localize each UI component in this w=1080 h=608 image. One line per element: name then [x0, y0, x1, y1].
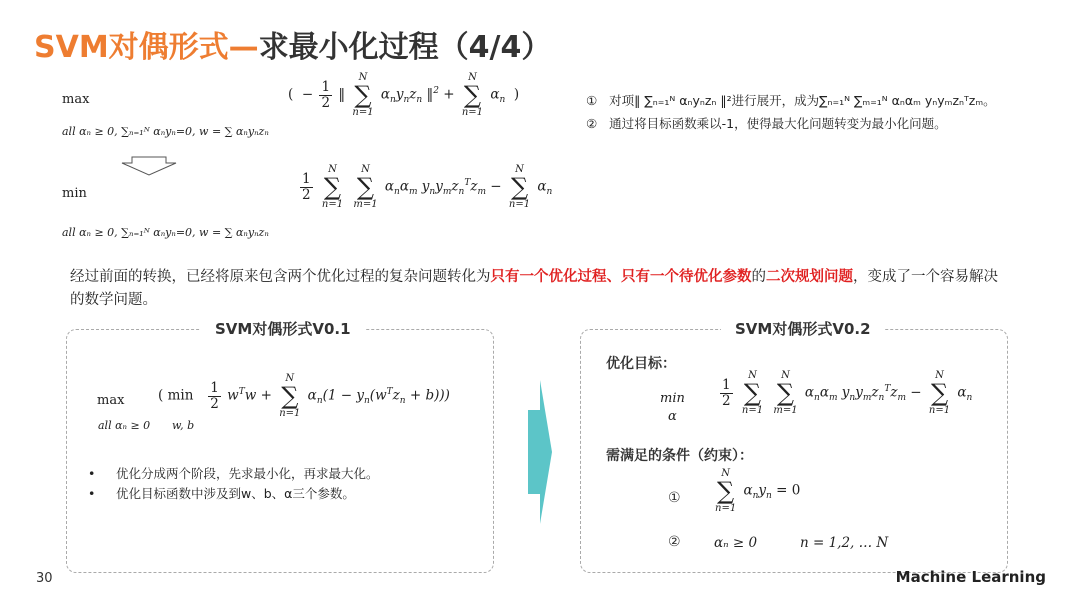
- left-max-label: max: [97, 393, 125, 408]
- note-1: [586, 91, 996, 109]
- note-2: [586, 114, 947, 132]
- note-1-text: 对项‖ ∑ₙ₌₁ᴺ αₙyₙzₙ ‖²进行展开，成为∑ₙ₌₁ᴺ ∑ₘ₌₁ᴺ αₙαₘ yₙyₘzₙᵀzₘ。: [609, 93, 996, 108]
- down-arrow-icon: [120, 156, 178, 176]
- left-min-label: min: [167, 387, 194, 404]
- right-min-block: [660, 390, 685, 426]
- para-highlight2: 二次规划问题: [766, 269, 853, 285]
- note-2-num: ②: [586, 116, 598, 131]
- right-min-label: min: [660, 391, 685, 406]
- max-objective-formula: ( − $\frac{1}{2}$ ‖ N ∑ n=1 $\alpha_ny_nz_n$ ‖$^2$ + N ∑ n=1 $\alpha_n$ ): [288, 72, 520, 118]
- constraint-1-num: ①: [668, 490, 681, 506]
- max-constraint: all αₙ ≥ 0, ∑ₙ₌₁ᴺ αₙyₙ=0, w = ∑ αₙyₙzₙ: [62, 125, 269, 138]
- right-alpha-label: α: [668, 409, 677, 424]
- constraint-2-num: ②: [668, 534, 681, 550]
- left-cond-alpha: all αₙ ≥ 0: [98, 419, 151, 432]
- list-item: • 优化分成两个阶段，先求最小化，再求最大化。: [88, 466, 379, 481]
- list-item: • 优化目标函数中涉及到w、b、α三个参数。: [88, 486, 355, 501]
- para-text1: 经过前面的转换，已经将原来包含两个优化过程的复杂问题转化为: [70, 269, 491, 285]
- max-label: max: [62, 92, 90, 107]
- para-text3: ，变成了一个容易解决的数学问题。: [70, 269, 998, 308]
- right-objective-formula: $\frac{1}{2}$ N ∑ n=1 N ∑ m=1 $\alpha_n\alpha_m$ $y_ny_mz_n^Tz_m$ − N ∑ n=1 $\alpha_n$: [722, 370, 973, 416]
- footer-text: Machine Learning: [895, 568, 1046, 586]
- right-arrow-icon: [526, 378, 554, 526]
- constraints-label: 需满足的条件（约束）：: [606, 448, 753, 464]
- min-constraint: all αₙ ≥ 0, ∑ₙ₌₁ᴺ αₙyₙ=0, w = ∑ αₙyₙzₙ: [62, 226, 269, 239]
- min-label: min: [62, 186, 87, 201]
- note-2-text: 通过将目标函数乘以-1，使得最大化问题转变为最小化问题。: [609, 116, 947, 131]
- left-objective-formula: ( min $\frac{1}{2}$ $w^Tw$ + N ∑ n=1 $\alpha_n(1 - y_n(w^Tz_n + b))$): [158, 373, 450, 419]
- constraint-2-left: αₙ ≥ 0: [714, 535, 758, 551]
- title-part2: 求最小化过程（4/4）: [258, 30, 552, 65]
- objective-label: 优化目标：: [606, 356, 676, 372]
- note-1-num: ①: [586, 93, 598, 108]
- left-bullet-list: [88, 464, 379, 504]
- para-highlight1: 只有一个优化过程、只有一个待优化参数: [490, 269, 752, 285]
- left-cond-wb: w, b: [172, 419, 195, 432]
- title-part1: SVM对偶形式—: [34, 30, 259, 65]
- page-number: 30: [36, 571, 53, 586]
- page-title: [34, 22, 551, 66]
- constraint-2-right: n = 1,2, … N: [800, 535, 889, 551]
- left-panel: [66, 320, 494, 573]
- min-objective-formula: $\frac{1}{2}$ N ∑ n=1 N ∑ m=1 $\alpha_n\alpha_m$ $y_ny_mz_n^Tz_m$ − N ∑ n=1 $\alpha_n$: [302, 164, 553, 210]
- left-panel-title: SVM对偶形式V0.1: [201, 318, 365, 339]
- para-text2: 的: [751, 269, 766, 285]
- summary-paragraph: [70, 266, 1010, 312]
- right-panel-title: SVM对偶形式V0.2: [721, 318, 885, 339]
- constraint-1-formula: N ∑ n=1 $\alpha_ny_n = 0$: [715, 468, 801, 514]
